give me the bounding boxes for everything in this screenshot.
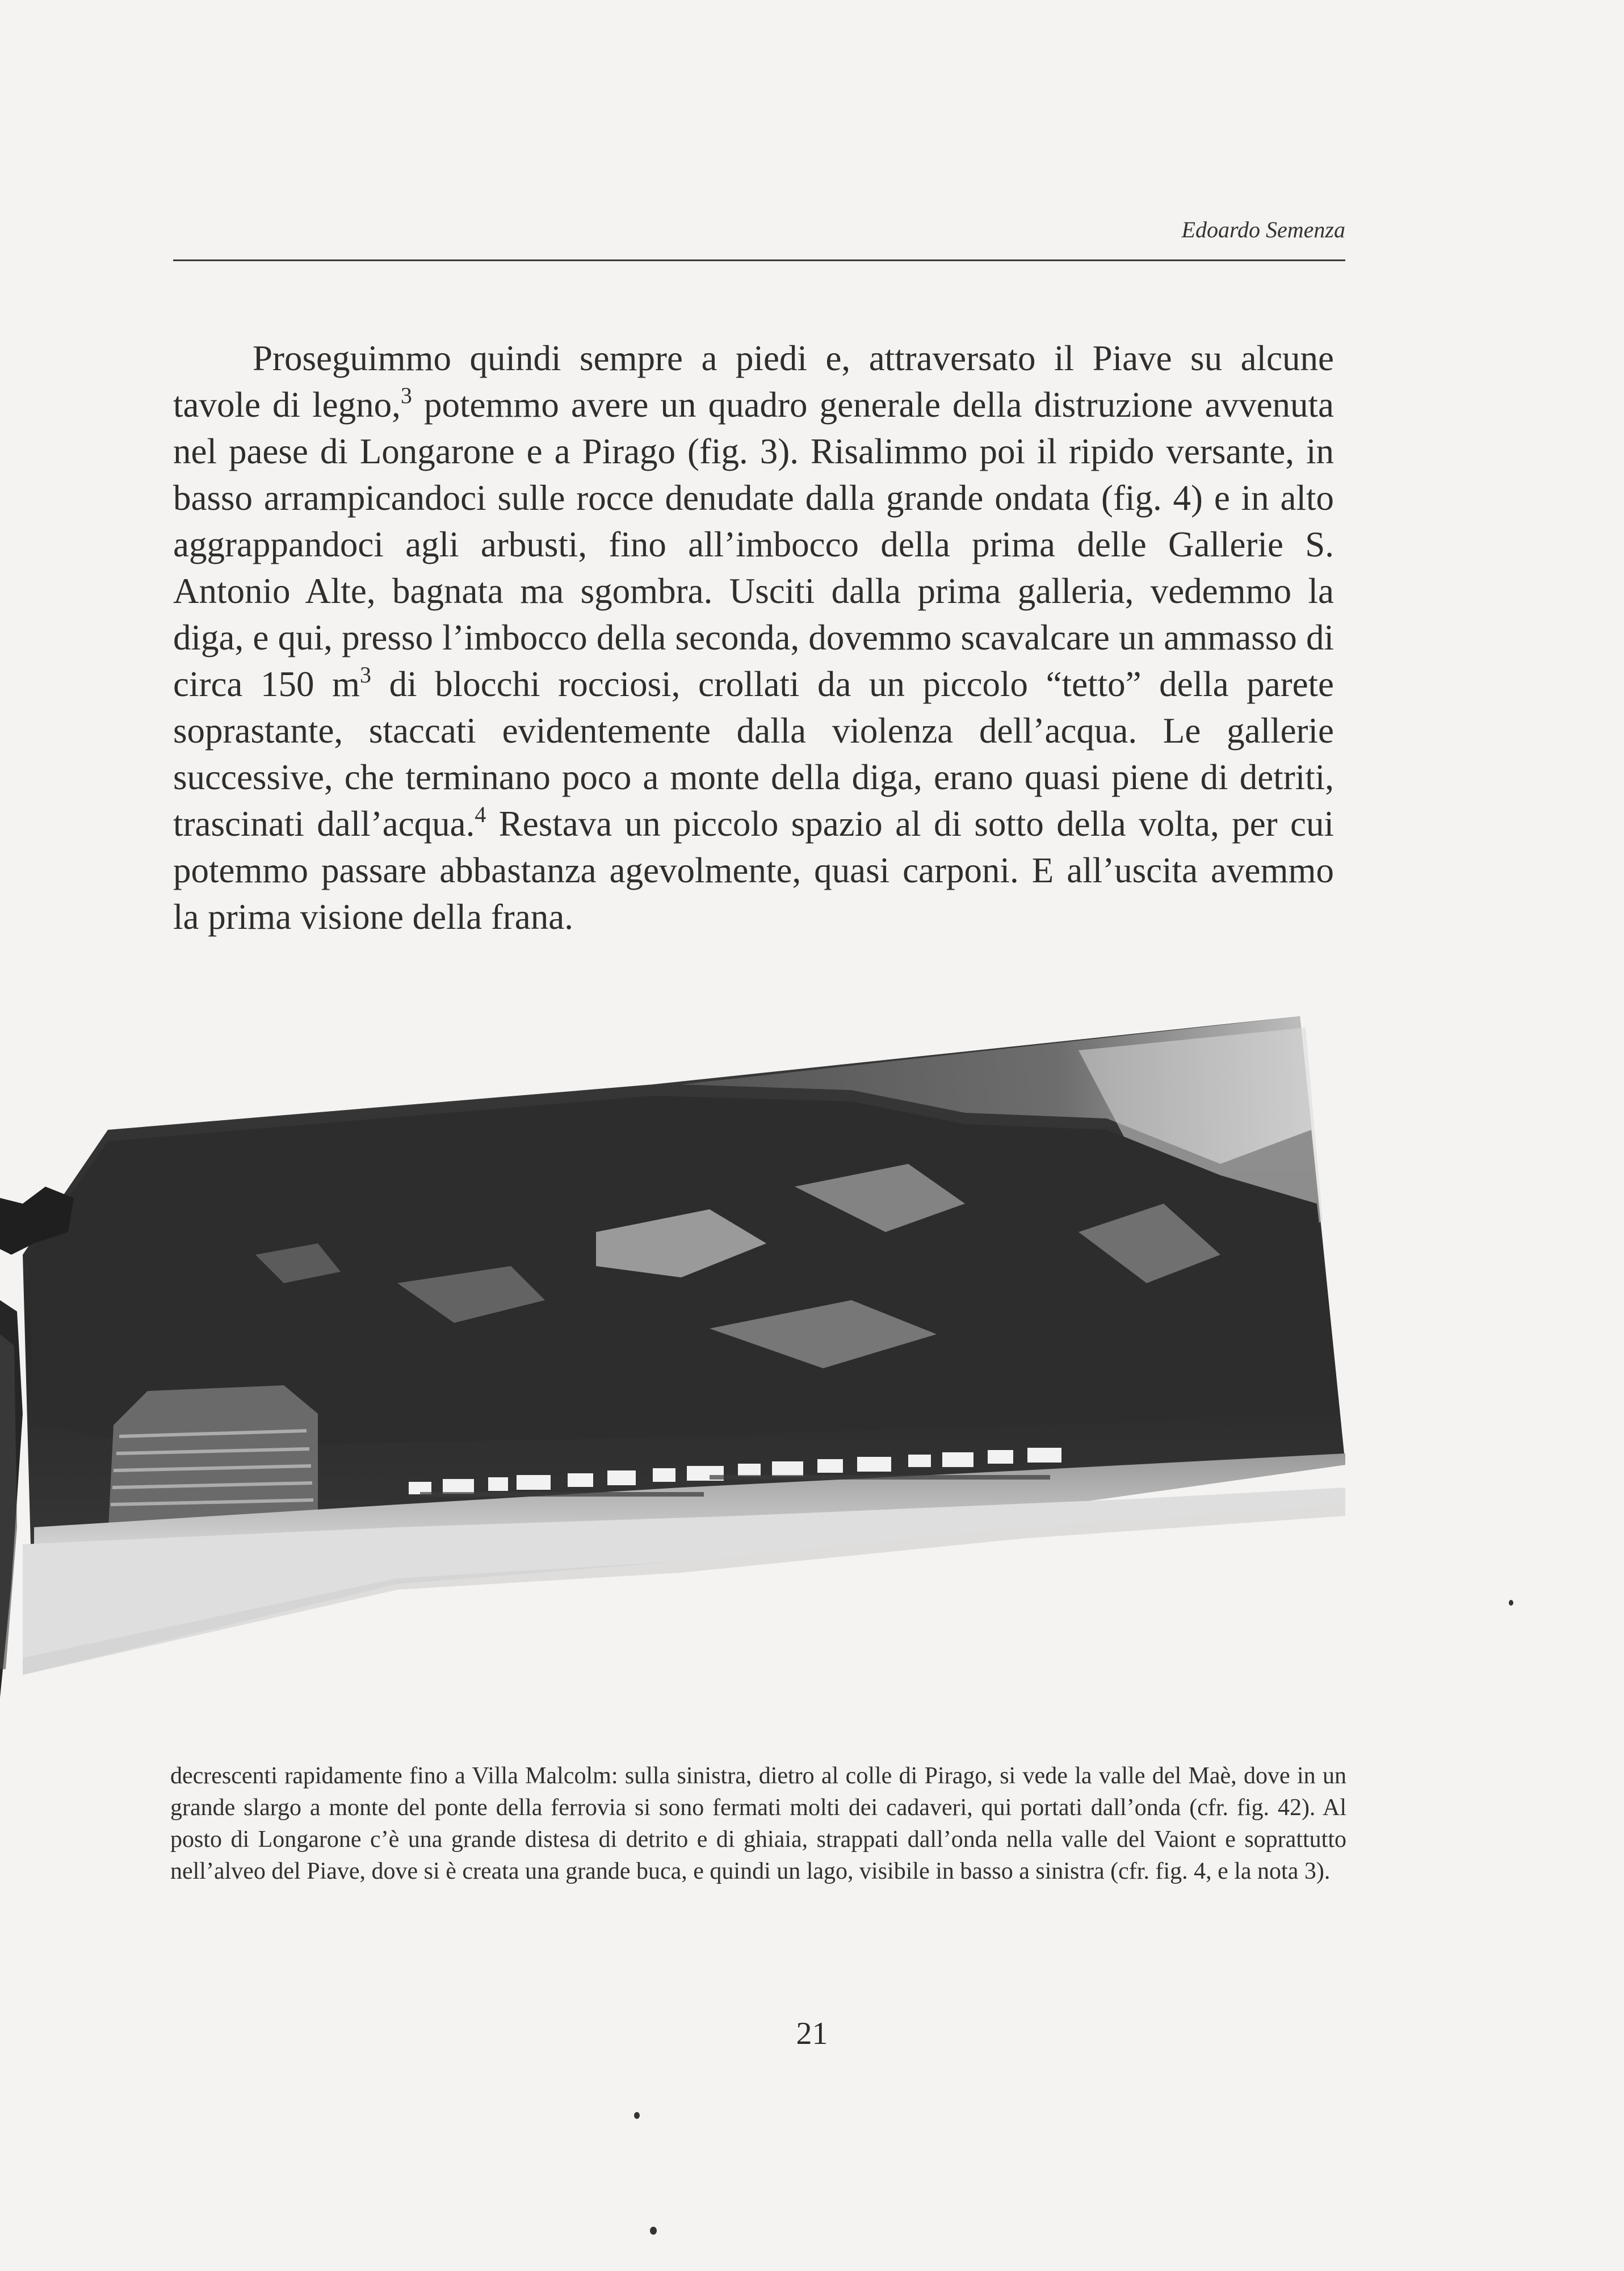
landscape-photo	[0, 1016, 1374, 1698]
dust-speck	[1509, 1600, 1513, 1606]
dust-speck	[634, 2112, 640, 2119]
page-number: 21	[796, 2016, 828, 2051]
body-text-part-2: potemmo avere un quadro generale della distruzione avvenuta nel paese di Longarone e a Pirago (fig. 3). Risalimmo poi il ripido versante, in basso arrampicandoci sulle rocce denudate dalla grande ondata (fig. 4) e in alto aggrappandoci agli arbusti, fino all’imbocco della prima delle Gallerie S. Antonio Alte, bagnata ma sgombra. Usciti dalla prima galleria, vedemmo la diga, e qui, presso l’imbocco della seconda, dovemmo scavalcare un ammasso di circa 150 m	[173, 385, 1335, 704]
author-name: Edoardo Semenza	[1181, 217, 1345, 242]
body-text-part-3: di blocchi rocciosi, crollati da un piccolo “tetto” della parete soprastante, staccati evidentemente dalla violenza dell’acqua. Le gallerie successive, che terminano poco a monte della diga, erano quasi piene di detriti, trascinati dall’acqua.	[173, 664, 1335, 844]
dust-speck	[650, 2227, 657, 2235]
footnote-ref-3: 3	[400, 383, 412, 408]
caption-text: decrescenti rapidamente fino a Villa Malcolm: sulla sinistra, dietro al colle di Pirago, si vede la valle del Maè, dove in un grande slargo a monte del ponte della ferrovia si sono fermati molti dei cadaveri, qui portati dall’onda (cfr. fig. 42). Al posto di Longarone c’è una grande distesa di detrito e di ghiaia, strappati dall’onda nella valle del Vaiont e soprattutto nell’alveo del Piave, dove si è creata una grande buca, e quindi un lago, visibile in basso a sinistra (cfr. fig. 4, e la nota 3).	[170, 1763, 1346, 1884]
body-text-part-1: Proseguimmo quindi sempre a piedi e, attraversato il Piave su alcune tavole di legno,	[173, 338, 1334, 425]
cubic-exponent: 3	[360, 662, 372, 688]
photo-illustration	[0, 1016, 1374, 1698]
running-header	[173, 213, 1345, 261]
body-paragraph	[173, 335, 1334, 940]
body-text-part-4: Restava un piccolo spazio al di sotto della volta, per cui potemmo passare abbastanza agevolmente, quasi carponi. E all’uscita avemmo la prima visione della frana.	[173, 804, 1335, 937]
paragraph	[173, 335, 1334, 940]
footnote-ref-4: 4	[475, 802, 486, 827]
figure-caption	[170, 1760, 1346, 1887]
